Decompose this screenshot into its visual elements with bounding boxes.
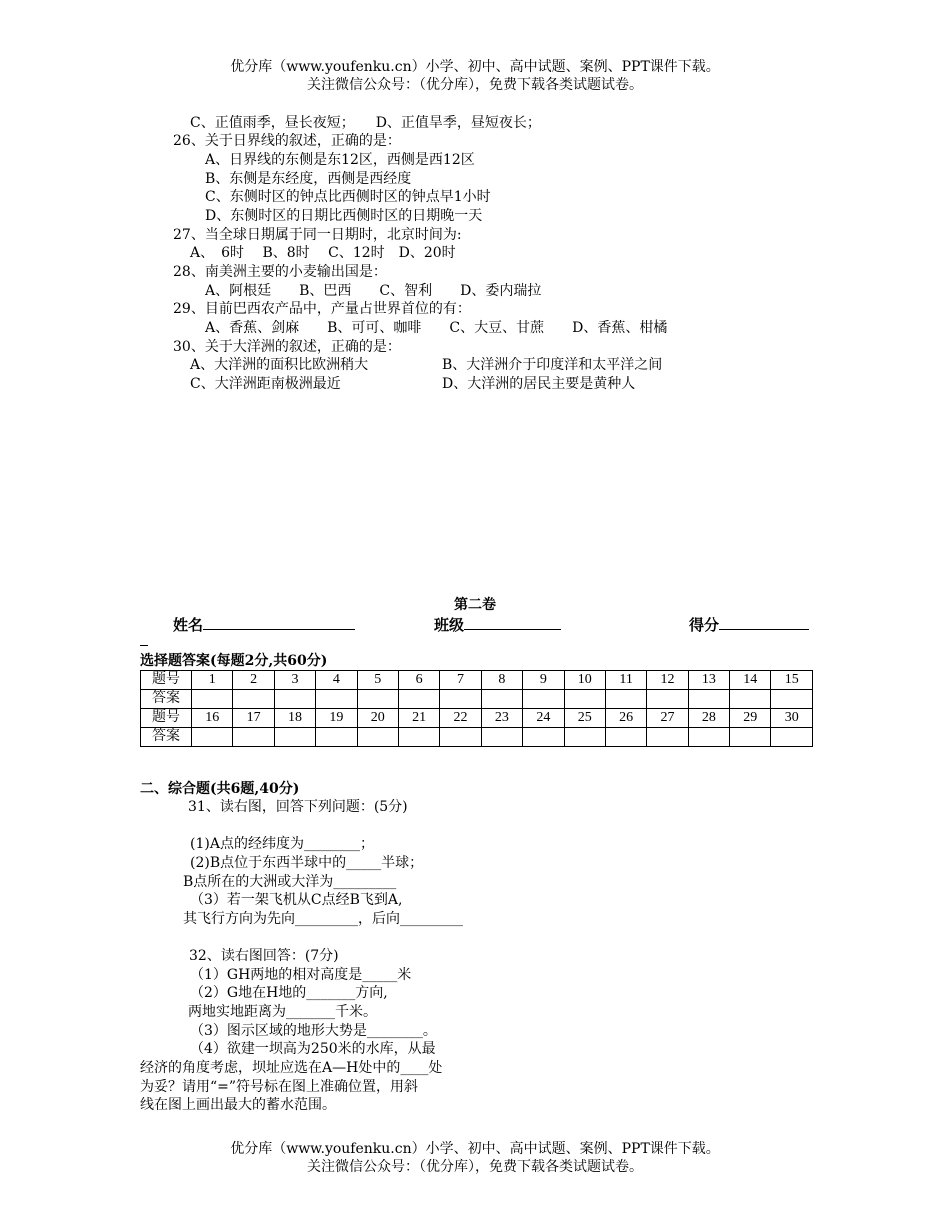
q31-part-3b: 其飞行方向为先向_________，后向_________ (183, 911, 463, 927)
footer-line-2: 关注微信公众号：（优分库），免费下载各类试题试卷。 (307, 1159, 643, 1175)
q30-option-c: C、大洋洲距南极洲最近 (190, 376, 341, 392)
answer-cell[interactable] (440, 728, 481, 747)
q27-stem: 27、当全球日期属于同一日期时，北京时间为: (173, 227, 462, 243)
answer-cell[interactable] (647, 690, 688, 709)
question-number: 25 (564, 709, 605, 728)
q30-stem: 30、关于大洋洲的叙述，正确的是： (173, 339, 401, 355)
table-row-answers-2 (141, 728, 813, 747)
answer-cell[interactable] (274, 728, 315, 747)
answer-cell[interactable] (523, 728, 564, 747)
q32-part-4b: 经济的角度考虑，坝址应选在A—H处中的____处 (140, 1060, 443, 1076)
q31-part-2b: B点所在的大洲或大洋为_________ (183, 874, 397, 890)
footer-line-1: 优分库（www.youfenku.cn）小学、初中、高中试题、案例、PPT课件下载。 (230, 1141, 720, 1157)
answer-cell[interactable] (192, 728, 233, 747)
question-number: 20 (357, 709, 398, 728)
question-number: 28 (688, 709, 729, 728)
answer-table-caption: 选择题答案(每题2分,共60分) (140, 653, 328, 669)
q29-options: A、香蕉、剑麻 B、可可、咖啡 C、大豆、甘蔗 D、香蕉、柑橘 (205, 320, 668, 336)
question-number: 1 (192, 671, 233, 690)
question-number: 17 (233, 709, 274, 728)
answer-cell[interactable] (605, 728, 646, 747)
name-field[interactable] (173, 615, 355, 634)
q26-stem: 26、关于日界线的叙述，正确的是： (173, 133, 401, 149)
row-label-question: 题号 (141, 709, 192, 728)
answer-cell[interactable] (316, 690, 357, 709)
question-number: 24 (523, 709, 564, 728)
answer-cell[interactable] (233, 728, 274, 747)
answer-cell[interactable] (730, 690, 771, 709)
question-number: 22 (440, 709, 481, 728)
q31-part-1: (1)A点的经纬度为________； (190, 836, 374, 852)
name-blank[interactable] (203, 615, 355, 630)
answer-cell[interactable] (398, 728, 439, 747)
question-number: 9 (523, 671, 564, 690)
q32-part-4c: 为妥？请用“=”符号标在图上准确位置，用斜 (140, 1079, 419, 1095)
q30-option-a: A、大洋洲的面积比欧洲稍大 (190, 357, 369, 373)
q30-option-b: B、大洋洲介于印度洋和太平洋之间 (442, 357, 663, 373)
answer-cell[interactable] (440, 690, 481, 709)
q32-part-4: （4）欲建一坝高为250米的水库，从最 (190, 1041, 436, 1057)
answer-table (140, 670, 813, 747)
q28-options: A、阿根廷 B、巴西 C、智利 D、委内瑞拉 (205, 283, 542, 299)
q27-options: A、 6时 B、8时 C、12时 D、20时 (190, 245, 456, 261)
section2-title: 二、综合题(共6题,40分) (140, 781, 300, 797)
q32-stem: 32、读右图回答：(7分) (189, 948, 339, 964)
table-row-answers-1 (141, 690, 813, 709)
question-number: 15 (771, 671, 813, 690)
question-number: 8 (481, 671, 522, 690)
row-label-answer: 答案 (141, 690, 192, 709)
row-label-answer: 答案 (141, 728, 192, 747)
question-number: 27 (647, 709, 688, 728)
question-number: 26 (605, 709, 646, 728)
question-number: 7 (440, 671, 481, 690)
row-label-question: 题号 (141, 671, 192, 690)
q32-part-2: （2）G地在H地的_______方向, (190, 985, 388, 1001)
q26-option-b: B、东侧是东经度，西侧是西经度 (205, 171, 412, 187)
answer-cell[interactable] (730, 728, 771, 747)
q32-part-4d: 线在图上画出最大的蓄水范围。 (140, 1097, 336, 1113)
q32-part-3: （3）图示区域的地形大势是________。 (190, 1023, 437, 1039)
q25-options-cd: C、正值雨季，昼长夜短； D、正值旱季，昼短夜长； (190, 115, 541, 131)
q26-option-d: D、东侧时区的日期比西侧时区的日期晚一天 (205, 208, 483, 224)
answer-cell[interactable] (233, 690, 274, 709)
question-number: 5 (357, 671, 398, 690)
question-number: 29 (730, 709, 771, 728)
question-number: 18 (274, 709, 315, 728)
answer-cell[interactable] (398, 690, 439, 709)
score-label: 得分 (689, 616, 720, 634)
answer-cell[interactable] (647, 728, 688, 747)
q28-stem: 28、南美洲主要的小麦输出国是： (173, 264, 387, 280)
answer-cell[interactable] (771, 690, 813, 709)
question-number: 19 (316, 709, 357, 728)
question-number: 23 (481, 709, 522, 728)
question-number: 6 (398, 671, 439, 690)
q31-part-2: (2)B点位于东西半球中的_____半球； (190, 855, 424, 871)
part2-title: 第二卷 (454, 597, 496, 613)
stray-dash (140, 645, 148, 646)
score-field[interactable] (689, 615, 809, 634)
answer-cell[interactable] (357, 690, 398, 709)
table-row-questions-1 (141, 671, 813, 690)
q26-option-a: A、日界线的东侧是东12区，西侧是西12区 (205, 152, 475, 168)
question-number: 10 (564, 671, 605, 690)
q31-stem: 31、读右图，回答下列问题：(5分) (188, 799, 408, 815)
answer-cell[interactable] (316, 728, 357, 747)
class-field[interactable] (434, 615, 561, 634)
question-number: 13 (688, 671, 729, 690)
question-number: 3 (274, 671, 315, 690)
answer-cell[interactable] (274, 690, 315, 709)
answer-cell[interactable] (192, 690, 233, 709)
q26-option-c: C、东侧时区的钟点比西侧时区的钟点早1小时 (205, 189, 491, 205)
question-number: 30 (771, 709, 813, 728)
question-number: 4 (316, 671, 357, 690)
answer-cell[interactable] (481, 690, 522, 709)
question-number: 16 (192, 709, 233, 728)
answer-cell[interactable] (564, 690, 605, 709)
name-label: 姓名 (173, 616, 204, 634)
answer-cell[interactable] (771, 728, 813, 747)
answer-cell[interactable] (688, 690, 729, 709)
table-row-questions-2 (141, 709, 813, 728)
header-line-2: 关注微信公众号：（优分库），免费下载各类试题试卷。 (307, 77, 643, 93)
question-number: 21 (398, 709, 439, 728)
class-blank[interactable] (464, 615, 561, 630)
answer-cell[interactable] (481, 728, 522, 747)
question-number: 14 (730, 671, 771, 690)
question-number: 11 (605, 671, 646, 690)
answer-cell[interactable] (564, 728, 605, 747)
q29-stem: 29、目前巴西农产品中，产量占世界首位的有： (173, 301, 471, 317)
answer-cell[interactable] (523, 690, 564, 709)
q30-option-d: D、大洋洲的居民主要是黄种人 (442, 376, 636, 392)
q32-part-2b: 两地实地距离为_______千米。 (188, 1004, 377, 1020)
question-number: 2 (233, 671, 274, 690)
q32-part-1: （1）GH两地的相对高度是_____米 (190, 967, 412, 983)
score-blank[interactable] (719, 615, 809, 630)
q31-part-3: （3）若一架飞机从C点经B飞到A, (190, 892, 403, 908)
header-line-1: 优分库（www.youfenku.cn）小学、初中、高中试题、案例、PPT课件下载。 (230, 59, 720, 75)
answer-cell[interactable] (357, 728, 398, 747)
question-number: 12 (647, 671, 688, 690)
class-label: 班级 (434, 616, 465, 634)
answer-cell[interactable] (688, 728, 729, 747)
answer-cell[interactable] (605, 690, 646, 709)
